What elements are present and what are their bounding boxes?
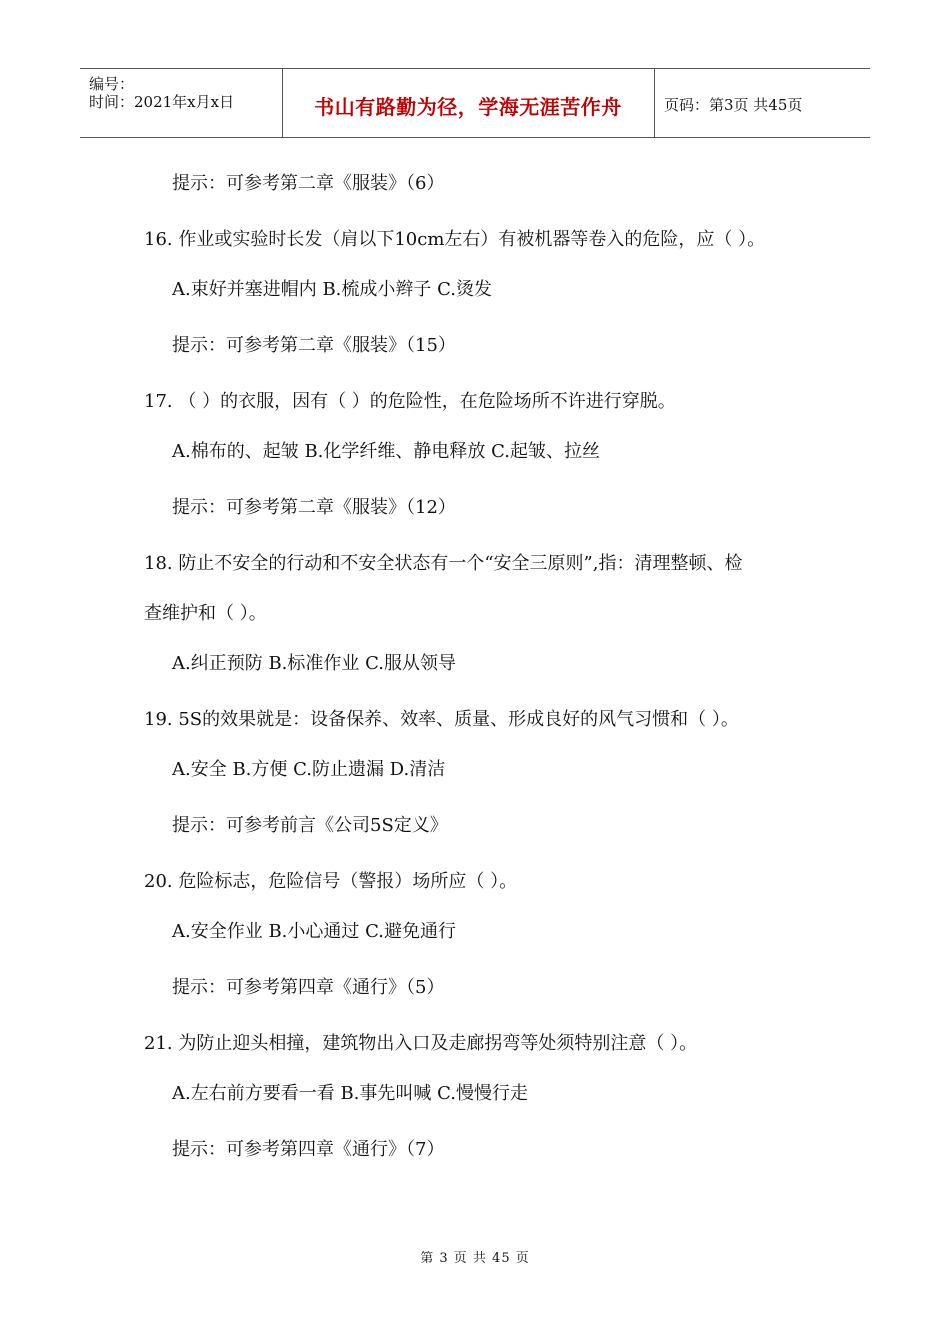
number-label: 编号： (89, 75, 135, 93)
options-19: A.安全 B.方便 C.防止遗漏 D.清洁 (172, 759, 446, 780)
hint-20: 提示：可参考第四章《通行》（5） (172, 977, 445, 998)
question-16: 16. 作业或实验时长发（肩以下10cm左右）有被机器等卷入的危险，应（ ）。 (144, 229, 766, 250)
question-17: 17. （ ）的衣服，因有（ ）的危险性，在危险场所不许进行穿脱。 (144, 391, 676, 412)
header-motto: 书山有路勤为径，学海无涯苦作舟 (314, 95, 622, 119)
options-16: A.束好并塞进帽内 B.梳成小辫子 C.烫发 (172, 279, 492, 300)
options-18: A.纠正预防 B.标准作业 C.服从领导 (172, 653, 456, 674)
header-page-info: 页码：第3页 共45页 (664, 96, 803, 114)
header-middle-cell (282, 69, 655, 137)
hint-17: 提示：可参考第二章《服装》（12） (172, 497, 456, 518)
options-21: A.左右前方要看一看 B.事先叫喊 C.慢慢行走 (172, 1083, 528, 1104)
hint-16: 提示：可参考第二章《服装》（15） (172, 335, 456, 356)
time-label: 时间：2021年x月x日 (89, 93, 235, 111)
hint-21: 提示：可参考第四章《通行》（7） (172, 1139, 445, 1160)
document-header (80, 68, 870, 138)
options-17: A.棉布的、起皱 B.化学纤维、静电释放 C.起皱、拉丝 (172, 441, 600, 462)
hint-line: 提示：可参考第二章《服装》（6） (172, 173, 445, 194)
header-left-cell (80, 69, 283, 137)
page-footer: 第 3 页 共 45 页 (420, 1251, 530, 1266)
header-right-cell (655, 69, 870, 137)
question-20: 20. 危险标志，危险信号（警报）场所应（ ）。 (144, 871, 518, 892)
question-18-continued: 查维护和（ ）。 (144, 603, 267, 624)
options-20: A.安全作业 B.小心通过 C.避免通行 (172, 921, 456, 942)
question-18: 18. 防止不安全的行动和不安全状态有一个“安全三原则”,指：清理整顿、检 (144, 553, 743, 574)
question-19: 19. 5S的效果就是：设备保养、效率、质量、形成良好的风气习惯和（ ）。 (144, 709, 739, 730)
hint-19: 提示：可参考前言《公司5S定义》 (172, 815, 448, 836)
question-21: 21. 为防止迎头相撞，建筑物出入口及走廊拐弯等处须特别注意（ ）。 (144, 1033, 698, 1054)
